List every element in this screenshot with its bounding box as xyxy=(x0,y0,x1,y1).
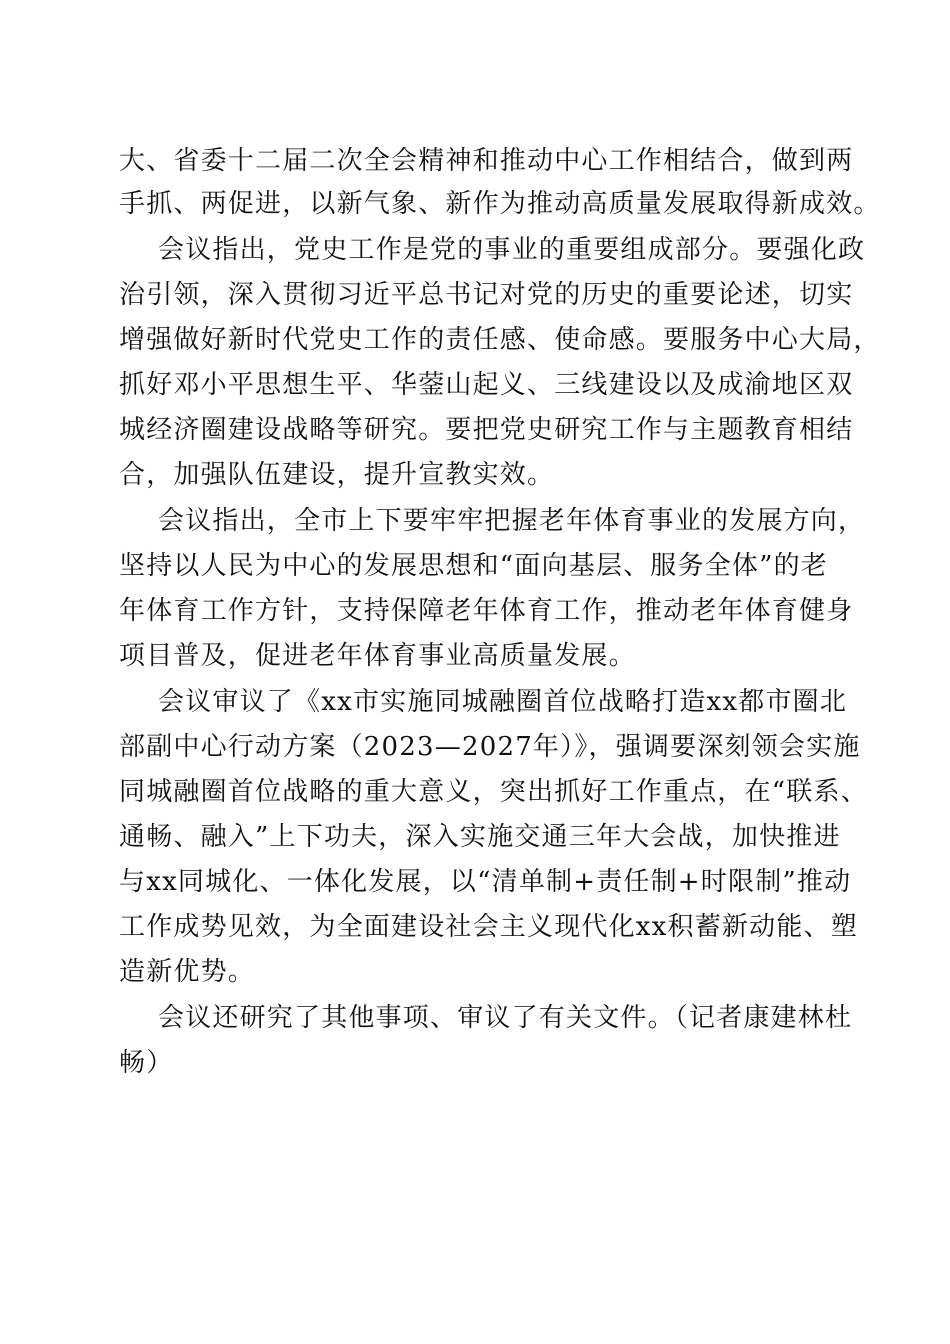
paragraph-start-line: 会议还研究了其他事项、审议了有关文件。（记者康建林杜 xyxy=(158,1003,853,1033)
paragraph-start-line: 会议审议了《xx市实施同城融圈首位战略打造xx都市圈北 xyxy=(158,687,848,717)
text-line: 通畅、融入”上下功夫，深入实施交通三年大会战，加快推进 xyxy=(119,822,841,852)
text-line: 城经济圈建设战略等研究。要把党史研究工作与主题教育相结 xyxy=(119,415,854,445)
text-line: 治引领，深入贯彻习近平总书记对党的历史的重要论述，切实 xyxy=(119,280,854,310)
text-line: 部副中心行动方案（2023—2027年）》，强调要深刻领会实施 xyxy=(119,732,861,762)
text-line: 手抓、两促进，以新气象、新作为推动高质量发展取得新成效。 xyxy=(119,189,881,219)
text-line: 合，加强队伍建设，提升宣教实效。 xyxy=(119,460,555,490)
text-line: 抓好邓小平思想生平、华蓥山起义、三线建设以及成渝地区双 xyxy=(119,370,854,400)
text-line: 工作成势见效，为全面建设社会主义现代化xx积蓄新动能、塑 xyxy=(119,912,858,942)
text-line: 与xx同城化、一体化发展，以“清单制+责任制+时限制”推动 xyxy=(119,867,852,897)
text-line: 项目普及，促进老年体育事业高质量发展。 xyxy=(119,641,636,671)
text-line: 增强做好新时代党史工作的责任感、使命感。要服务中心大局， xyxy=(119,325,881,355)
paragraph-start-line: 会议指出，全市上下要牢牢把握老年体育事业的发展方向， xyxy=(158,506,866,536)
text-line: 畅） xyxy=(119,1048,174,1078)
text-line: 年体育工作方针，支持保障老年体育工作，推动老年体育健身 xyxy=(119,596,854,626)
text-line: 坚持以人民为中心的发展思想和“面向基层、服务全体”的老 xyxy=(119,551,828,581)
text-line: 大、省委十二届二次全会精神和推动中心工作相结合，做到两 xyxy=(119,146,854,176)
paragraph-start-line: 会议指出，党史工作是党的事业的重要组成部分。要强化政 xyxy=(158,235,866,265)
text-line: 同城融圈首位战略的重大意义，突出抓好工作重点，在“联系、 xyxy=(119,777,868,807)
text-line: 造新优势。 xyxy=(119,957,256,987)
